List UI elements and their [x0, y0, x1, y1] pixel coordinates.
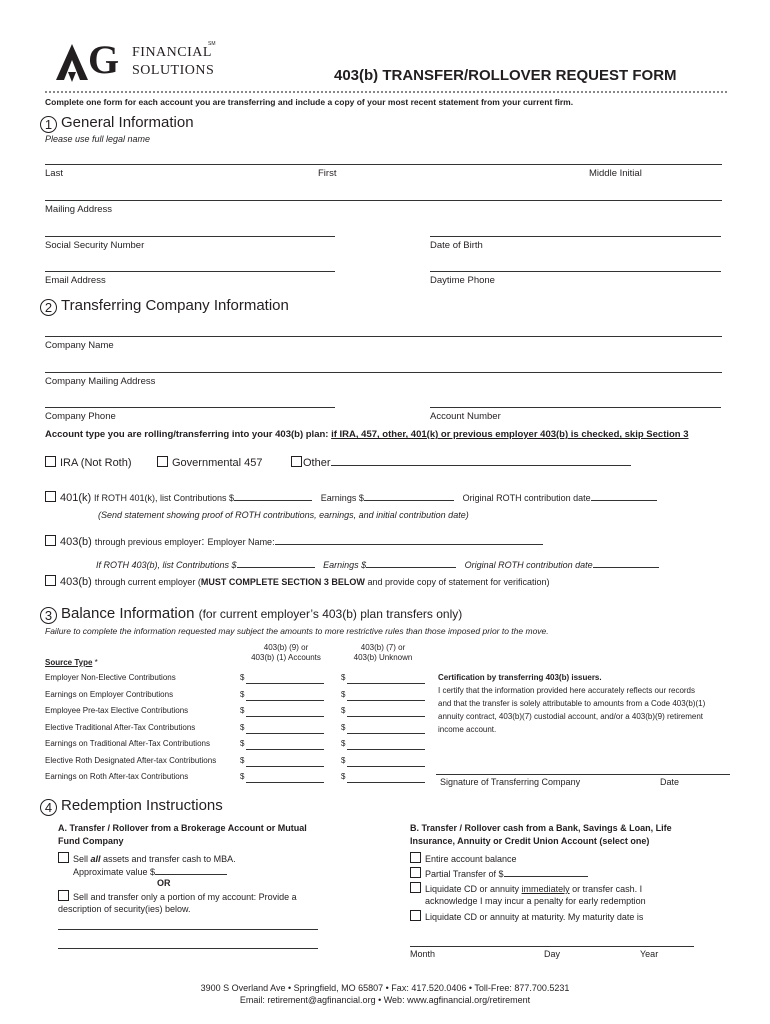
sell-portion-option[interactable] — [58, 890, 297, 915]
liquidate-maturity-option[interactable] — [410, 910, 643, 922]
sell-all-checkbox[interactable] — [58, 852, 69, 863]
401k-orig-roth-label: Original ROTH contribution date — [462, 493, 591, 503]
account-type-instruction — [45, 429, 689, 440]
balance-row — [45, 723, 430, 735]
logo-g: G — [88, 37, 120, 82]
company-phone-line[interactable] — [45, 407, 335, 408]
send-statement-note: (Send statement showing proof of ROTH contributions, earnings, and initial contribution date) — [98, 510, 469, 520]
liquidate-immediately-pre: Liquidate CD or annuity — [425, 884, 522, 894]
approx-value-blank[interactable] — [155, 865, 227, 875]
roth403-contrib-blank[interactable] — [237, 558, 315, 568]
partial-transfer-checkbox[interactable] — [410, 867, 421, 878]
section-4-title: Redemption Instructions — [61, 797, 223, 814]
balance-row — [45, 756, 430, 768]
option-a-title-line2: Fund Company — [58, 836, 124, 846]
col1-header-line1: 403(b) (9) or — [263, 643, 309, 652]
balance-row-label: Elective Roth Designated After-tax Contributions — [45, 755, 217, 765]
balance-col2-field[interactable] — [347, 782, 425, 783]
cert-line-3: annuity contract, 403(b)(7) custodial account, and/or a 403(b)(9) retirement — [438, 712, 704, 721]
balance-col2-field[interactable] — [347, 683, 425, 684]
company-name-line[interactable] — [45, 336, 722, 337]
401k-earnings-label: Earnings $ — [320, 493, 364, 503]
account-number-label: Account Number — [430, 411, 501, 422]
col2-header-line1: 403(b) (7) or — [360, 643, 406, 652]
roth403-label: If ROTH 403(b), list Contributions $ — [96, 560, 237, 570]
year-label: Year — [640, 949, 659, 959]
balance-dollar-sign: $ — [240, 673, 245, 682]
balance-col1-field[interactable] — [246, 782, 324, 783]
other-checkbox[interactable] — [291, 456, 302, 467]
account-number-line[interactable] — [430, 407, 721, 408]
logo-sm: SM — [208, 41, 216, 47]
approx-value — [73, 865, 227, 877]
balance-row-label: Employee Pre-tax Elective Contributions — [45, 706, 189, 715]
cert-line-2: and that the transfer is solely attributable to amounts from a Code 403(b)(1) — [438, 699, 706, 708]
balance-col1-field[interactable] — [246, 733, 324, 734]
email-label: Email Address — [45, 275, 106, 286]
gov457-checkbox[interactable] — [157, 456, 168, 467]
option-b-title-line2: Insurance, Annuity or Credit Union Account (select one) — [410, 836, 650, 846]
403b-current-label: 403(b) — [60, 576, 92, 588]
section-3-heading — [40, 605, 462, 624]
roth403-orig-label: Original ROTH contribution date — [464, 560, 593, 570]
email-line[interactable] — [45, 271, 335, 272]
mailing-address-line[interactable] — [45, 200, 722, 201]
logo — [52, 38, 222, 86]
source-type-asterisk: * — [92, 658, 98, 667]
balance-col2-field[interactable] — [347, 749, 425, 750]
other-label: Other — [303, 457, 331, 469]
balance-dollar-sign: $ — [240, 772, 245, 781]
employer-name-blank[interactable] — [275, 535, 543, 545]
month-label: Month — [410, 949, 436, 959]
option-401k[interactable] — [45, 491, 657, 504]
liquidate-immediately-underline: immediately — [521, 884, 570, 894]
401k-checkbox[interactable] — [45, 491, 56, 502]
option-403b-current[interactable] — [45, 575, 550, 588]
balance-row — [45, 690, 430, 702]
ssn-line[interactable] — [45, 236, 335, 237]
balance-dollar-sign: $ — [240, 706, 245, 715]
balance-col1-field[interactable] — [246, 716, 324, 717]
sell-all-pre: Sell — [73, 854, 91, 864]
entire-balance-label: Entire account balance — [425, 854, 517, 864]
balance-dollar-sign: $ — [240, 755, 245, 765]
company-phone-label: Company Phone — [45, 411, 116, 422]
option-gov457[interactable] — [157, 456, 263, 469]
balance-row-label: Earnings on Employer Contributions — [45, 689, 174, 699]
signature-label: Signature of Transferring Company — [440, 777, 581, 787]
section-3-number: 3 — [40, 607, 57, 624]
balance-dollar-sign: $ — [240, 722, 245, 732]
security-desc-line-2[interactable] — [58, 948, 318, 949]
section-3-title-suffix: (for current employer’s 403(b) plan transfers only) — [198, 607, 463, 621]
balance-col1-field[interactable] — [246, 700, 324, 701]
balance-dollar-sign: $ — [341, 706, 346, 715]
balance-row-label: Earnings on Roth After-tax Contributions — [45, 772, 189, 781]
balance-col1-field[interactable] — [246, 749, 324, 750]
balance-col1-field[interactable] — [246, 683, 324, 684]
source-type-header — [45, 658, 98, 667]
403b-current-tail: and provide copy of statement for verification) — [364, 577, 550, 587]
401k-earnings-blank[interactable] — [364, 491, 454, 501]
balance-col2-field[interactable] — [347, 766, 425, 767]
sell-all-post: assets and transfer cash to MBA. — [100, 854, 236, 864]
section-1-number: 1 — [40, 116, 57, 133]
footer-contact: Email: retirement@agfinancial.org • Web: www.agfinancial.org/retirement — [239, 995, 531, 1005]
section-4-number: 4 — [40, 799, 57, 816]
liquidate-maturity-checkbox[interactable] — [410, 910, 421, 921]
company-mailing-label: Company Mailing Address — [45, 376, 156, 387]
or-label: OR — [157, 878, 171, 888]
balance-dollar-sign: $ — [341, 722, 346, 732]
employer-name-label: Employer Name: — [207, 537, 275, 547]
gov457-label: Governmental 457 — [172, 457, 263, 469]
option-other[interactable] — [291, 456, 631, 469]
balance-row-label: Elective Traditional After-Tax Contributions — [45, 722, 196, 732]
partial-transfer-blank[interactable] — [504, 867, 588, 877]
balance-dollar-sign: $ — [341, 689, 346, 699]
cert-line-1: I certify that the information provided here accurately reflects our records — [438, 686, 696, 695]
balance-col1-field[interactable] — [246, 766, 324, 767]
dob-line[interactable] — [430, 236, 721, 237]
company-name-label: Company Name — [45, 340, 114, 351]
entire-balance-option[interactable] — [410, 852, 517, 864]
phone-label: Daytime Phone — [430, 275, 495, 286]
balance-dollar-sign: $ — [240, 689, 245, 699]
option-ira[interactable] — [45, 456, 132, 469]
col2-header-line2: 403(b) Unknown — [353, 653, 413, 662]
col1-header-line2: 403(b) (1) Accounts — [251, 653, 321, 662]
option-a-title-line1: A. Transfer / Rollover from a Brokerage Account or Mutual — [58, 823, 307, 833]
form-instruction: Complete one form for each account you are transferring and include a copy of your most recent statement from your current firm. — [45, 97, 574, 107]
option-b-title-line1: B. Transfer / Rollover cash from a Bank, Savings & Loan, Life — [410, 823, 672, 833]
source-type-label: Source Type — [45, 658, 93, 667]
ira-label: IRA (Not Roth) — [60, 457, 132, 469]
sell-portion-line1: Sell and transfer only a portion of my account: Provide a — [73, 892, 297, 902]
dob-label: Date of Birth — [430, 240, 483, 251]
ssn-label: Social Security Number — [45, 240, 145, 251]
balance-row — [45, 673, 430, 685]
section-4-heading — [40, 797, 223, 816]
sell-portion-line2: description of security(ies) below. — [58, 904, 191, 914]
balance-dollar-sign: $ — [341, 755, 346, 765]
maturity-date-line[interactable] — [410, 946, 694, 947]
403b-previous-checkbox[interactable] — [45, 535, 56, 546]
403b-current-checkbox[interactable] — [45, 575, 56, 586]
balance-col2-field[interactable] — [347, 733, 425, 734]
liquidate-immediately-post: or transfer cash. I — [569, 884, 643, 894]
roth-403b-line — [96, 558, 659, 570]
mailing-address-label: Mailing Address — [45, 204, 113, 215]
day-label: Day — [544, 949, 561, 959]
balance-dollar-sign: $ — [240, 739, 245, 748]
section-1-title: General Information — [61, 114, 194, 131]
col2-header — [343, 643, 423, 663]
balance-dollar-sign: $ — [341, 673, 346, 682]
balance-row — [45, 772, 430, 784]
option-b-title — [410, 822, 672, 848]
sell-all-option[interactable] — [58, 852, 236, 864]
roth403-earnings-blank[interactable] — [366, 558, 456, 568]
401k-roth-label: If ROTH 401(k), list Contributions $ — [93, 493, 235, 503]
403b-previous-label: 403(b) — [60, 536, 92, 548]
balance-dollar-sign: $ — [341, 739, 346, 748]
ira-checkbox[interactable] — [45, 456, 56, 467]
phone-line[interactable] — [430, 271, 721, 272]
option-a-title — [58, 822, 307, 848]
liquidate-immediately-line2: acknowledge I may incur a penalty for early redemption — [425, 896, 646, 906]
balance-dollar-sign: $ — [341, 772, 346, 781]
signature-line[interactable] — [436, 774, 730, 775]
logo-line2: SOLUTIONS — [132, 63, 215, 78]
cert-line-4: income account. — [438, 725, 497, 734]
partial-transfer-option[interactable] — [410, 867, 588, 879]
401k-orig-roth-blank[interactable] — [591, 491, 657, 501]
balance-col2-field[interactable] — [347, 716, 425, 717]
middle-initial-label: Middle Initial — [589, 168, 642, 179]
liquidate-immediately-checkbox[interactable] — [410, 882, 421, 893]
footer-address: 3900 S Overland Ave • Springfield, MO 65807 • Fax: 417.520.0406 • Toll-Free: 877.700.5231 — [200, 983, 570, 993]
security-desc-line-1[interactable] — [58, 929, 318, 930]
401k-label: 401(k) — [60, 492, 92, 504]
roth403-orig-blank[interactable] — [593, 558, 659, 568]
sell-all-emphasis: all — [90, 854, 101, 864]
section-2-number: 2 — [40, 299, 57, 316]
last-name-label: Last — [45, 168, 63, 179]
403b-current-text: through current employer ( — [94, 577, 201, 587]
company-mailing-line[interactable] — [45, 372, 722, 373]
liquidate-maturity-label: Liquidate CD or annuity at maturity. My maturity date is — [425, 912, 644, 922]
account-type-prefix: Account type you are rolling/transferring into your 403(b) plan: — [45, 429, 332, 440]
signature-date-label: Date — [660, 777, 680, 787]
first-name-label: First — [318, 168, 337, 179]
balance-row-label: Earnings on Traditional After-Tax Contributions — [45, 739, 210, 748]
section-2-title: Transferring Company Information — [61, 297, 289, 314]
col1-header — [247, 643, 325, 663]
name-line[interactable] — [45, 164, 722, 165]
balance-row-label: Employer Non-Elective Contributions — [45, 673, 176, 682]
403b-previous-text: through previous employer — [94, 537, 202, 547]
logo-line1: FINANCIAL — [132, 45, 212, 60]
section-1-subtitle: Please use full legal name — [45, 134, 151, 144]
balance-row — [45, 706, 430, 718]
option-403b-previous[interactable]: 403(b) through previous employer: Employer Name: — [45, 535, 543, 548]
section-3-title: Balance Information — [61, 605, 195, 622]
form-title: 403(b) TRANSFER/ROLLOVER REQUEST FORM — [334, 67, 677, 84]
section-3-warning: Failure to complete the information requested may subject the amounts to more restrictive rules than those imposed prior to the move. — [45, 626, 549, 636]
account-type-skip: if IRA, 457, other, 401(k) or previous employer 403(b) is checked, skip Section 3 — [331, 429, 689, 440]
title-rule — [45, 91, 727, 93]
other-blank[interactable] — [331, 456, 631, 466]
401k-contrib-blank[interactable] — [234, 491, 312, 501]
entire-balance-checkbox[interactable] — [410, 852, 421, 863]
cert-title: Certification by transferring 403(b) issuers. — [438, 673, 602, 682]
roth403-earnings-label: Earnings $ — [323, 560, 367, 570]
partial-transfer-label: Partial Transfer of $ — [425, 869, 504, 879]
balance-col2-field[interactable] — [347, 700, 425, 701]
section-1-heading — [40, 114, 194, 133]
section-2-heading — [40, 297, 289, 316]
balance-row — [45, 739, 430, 751]
liquidate-immediately-option[interactable] — [410, 882, 646, 907]
must-complete-text: MUST COMPLETE SECTION 3 BELOW — [200, 577, 365, 587]
sell-portion-checkbox[interactable] — [58, 890, 69, 901]
approx-value-label: Approximate value $ — [73, 867, 156, 877]
